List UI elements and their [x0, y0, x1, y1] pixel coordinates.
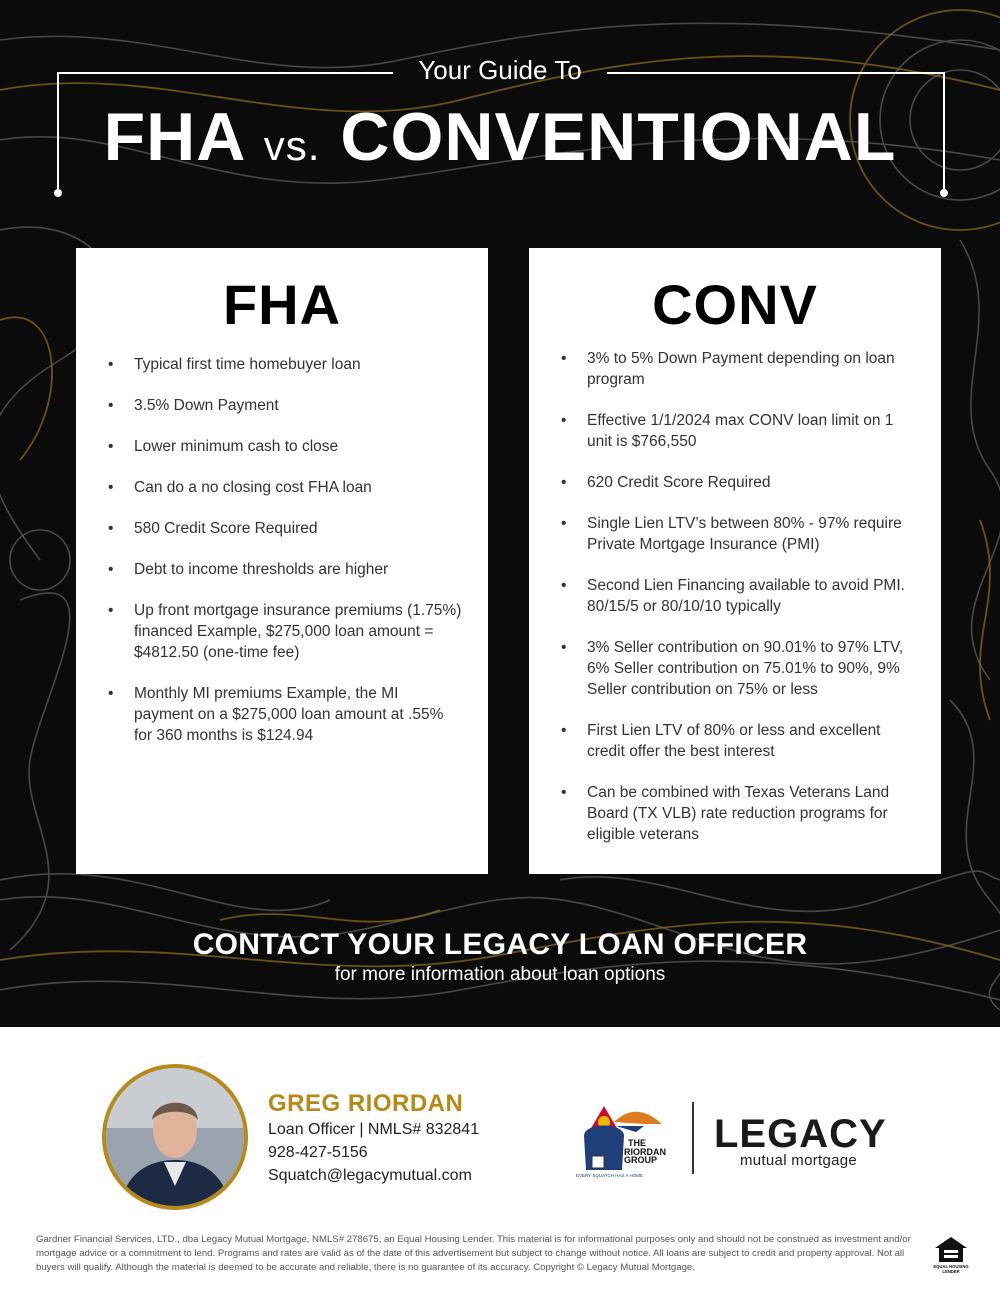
title-vs: vs. — [263, 122, 321, 169]
list-item: • 3% to 5% Down Payment depending on loan program — [561, 348, 915, 390]
title-conventional: CONVENTIONAL — [340, 99, 897, 175]
list-item: • Debt to income thresholds are higher — [108, 559, 462, 580]
logo-divider — [692, 1102, 694, 1174]
list-item: • 3% Seller contribution on 90.01% to 97% LTV, 6% Seller contribution on 75.01% to 90%, 9% Seller contribution on 75% or less — [561, 637, 915, 700]
frame-dot-left — [54, 189, 62, 197]
list-item: • Single Lien LTV’s between 80% - 97% require Private Mortgage Insurance (PMI) — [561, 513, 915, 555]
equal-housing-lender-icon — [932, 1234, 970, 1274]
conv-list — [561, 348, 915, 865]
fha-card — [76, 248, 488, 874]
officer-photo — [102, 1064, 248, 1210]
contact-heading: CONTACT YOUR LEGACY LOAN OFFICER — [192, 928, 808, 961]
list-item: • Effective 1/1/2024 max CONV loan limit on 1 unit is $766,550 — [561, 410, 915, 452]
fha-heading: FHA — [222, 273, 342, 336]
legacy-wordmark: LEGACY — [714, 1112, 887, 1156]
riordan-text-2: RIORDAN — [624, 1147, 666, 1157]
legacy-mutual-logo — [714, 1112, 899, 1174]
legal-disclaimer: Gardner Financial Services, LTD., dba Legacy Mutual Mortgage, NMLS# 278675, an Equal Housing Lender. This material is for informational purposes only and should not be construed as investment and/or mortgage advice or a commitment to lend. Programs and rates are valid as of the date of this advertisement but subject to change without notice. All loans are subject to credit and property approval. Not all buyers will qualify. Although the material is deemed to be accurate and reliable, there is no guarantee of its accuracy. Copyright © Legacy Mutual Mortgage. — [36, 1234, 911, 1273]
frame-dot-right — [940, 189, 948, 197]
fha-list — [108, 354, 462, 766]
conv-heading: CONV — [652, 273, 818, 336]
guide-subtitle: Your Guide To — [418, 55, 582, 85]
officer-email[interactable]: Squatch@legacymutual.com — [268, 1167, 472, 1184]
svg-text:LENDER: LENDER — [942, 1269, 960, 1274]
list-item: • Lower minimum cash to close — [108, 436, 462, 457]
contact-subheading: for more information about loan options — [334, 964, 666, 985]
riordan-text-3: GROUP — [624, 1155, 658, 1165]
svg-text:EQUAL HOUSING: EQUAL HOUSING — [933, 1264, 969, 1269]
title-fha: FHA — [103, 99, 244, 175]
officer-role: Loan Officer | NMLS# 832841 — [268, 1121, 480, 1138]
list-item: • Can be combined with Texas Veterans Land Board (TX VLB) rate reduction programs for eligible veterans — [561, 782, 915, 845]
bigfoot-logo-icon — [574, 1100, 674, 1180]
officer-name: GREG RIORDAN — [268, 1090, 464, 1117]
list-item: • Typical first time homebuyer loan — [108, 354, 462, 375]
list-item: • 580 Credit Score Required — [108, 518, 462, 539]
officer-phone[interactable]: 928-427-5156 — [268, 1144, 368, 1161]
person-avatar-icon — [106, 1068, 244, 1206]
riordan-tagline: EVERY SQUATCH HAS A HOME — [576, 1173, 644, 1178]
list-item: • Up front mortgage insurance premiums (1.75%) financed Example, $275,000 loan amount = $4812.50 (one-time fee) — [108, 600, 462, 663]
conv-card — [529, 248, 941, 874]
list-item: • Can do a no closing cost FHA loan — [108, 477, 462, 498]
list-item: • First Lien LTV of 80% or less and excellent credit offer the best interest — [561, 720, 915, 762]
list-item: • 3.5% Down Payment — [108, 395, 462, 416]
list-item: • 620 Credit Score Required — [561, 472, 915, 493]
legacy-subtext: mutual mortgage — [740, 1152, 858, 1169]
list-item: • Monthly MI premiums Example, the MI payment on a $275,000 loan amount at .55% for 360 months is $124.94 — [108, 683, 462, 746]
riordan-text-1: THE — [628, 1138, 646, 1148]
list-item: • Second Lien Financing available to avoid PMI. 80/15/5 or 80/10/10 typically — [561, 575, 915, 617]
page-title — [0, 98, 1000, 176]
riordan-group-logo — [574, 1100, 674, 1180]
